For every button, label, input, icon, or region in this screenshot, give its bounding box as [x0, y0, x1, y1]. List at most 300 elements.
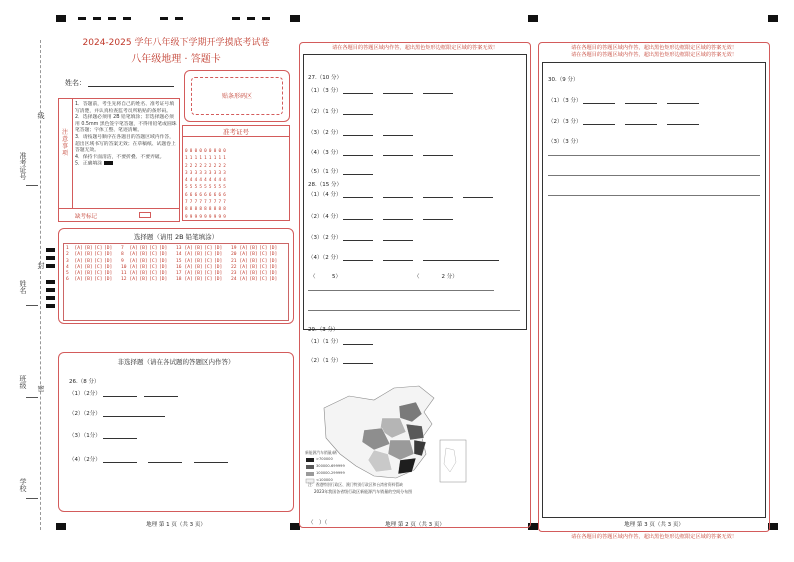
q27-part: （3）（2 分）: [308, 130, 342, 136]
answer-blank[interactable]: [463, 192, 493, 198]
barcode-label: 贴条形码区: [221, 93, 252, 100]
digit-bubble[interactable]: 2: [185, 163, 188, 169]
digit-bubble[interactable]: 3: [218, 170, 222, 176]
timing-mark: [46, 288, 55, 292]
digit-bubble[interactable]: 6: [199, 192, 202, 198]
digit-bubble[interactable]: 0: [199, 149, 202, 154]
digit-bubble[interactable]: 4: [218, 178, 222, 184]
answer-blank[interactable]: [625, 119, 657, 125]
nonchoice-title: 非选择题（请在各试题的答题区内作答）: [117, 358, 235, 366]
digit-bubble[interactable]: 3: [189, 170, 193, 176]
q26-part: （1）（2分）: [69, 391, 101, 397]
option-bubble[interactable]: [B]: [249, 246, 258, 251]
option-bubble[interactable]: [B]: [139, 277, 148, 283]
answer-blank[interactable]: [148, 457, 182, 463]
digit-bubble[interactable]: 7: [194, 200, 198, 206]
digit-bubble[interactable]: 2: [189, 163, 193, 169]
option-bubble[interactable]: [D]: [268, 277, 278, 283]
digit-bubble[interactable]: 7: [213, 200, 217, 206]
digit-bubble[interactable]: 3: [199, 170, 202, 176]
digit-bubble[interactable]: 5: [189, 185, 193, 191]
option-bubble[interactable]: [C]: [94, 246, 103, 251]
q29-head: 29.（3 分）: [308, 327, 339, 333]
option-bubble[interactable]: [D]: [268, 258, 278, 264]
option-bubble[interactable]: [B]: [249, 252, 258, 258]
option-bubble[interactable]: [B]: [139, 271, 148, 277]
choice-grid: [63, 243, 289, 321]
digit-bubble[interactable]: 6: [208, 192, 212, 198]
option-bubble[interactable]: [B]: [84, 277, 93, 283]
digit-bubble[interactable]: 0: [218, 149, 222, 154]
name-input[interactable]: [88, 86, 174, 87]
option-bubble[interactable]: [C]: [204, 277, 213, 283]
option-bubble[interactable]: [A]: [184, 246, 193, 251]
option-bubble[interactable]: [B]: [84, 252, 93, 258]
answer-line[interactable]: [548, 155, 760, 156]
answer-blank[interactable]: [343, 235, 373, 241]
option-bubble[interactable]: [A]: [184, 277, 193, 283]
option-bubble[interactable]: [A]: [184, 258, 193, 264]
marker-dash: [247, 17, 255, 20]
digit-bubble[interactable]: 2: [208, 163, 212, 169]
digit-bubble[interactable]: 9: [194, 214, 198, 220]
digit-bubble[interactable]: 1: [218, 156, 222, 162]
digit-row: [185, 163, 289, 170]
option-bubble[interactable]: [A]: [74, 277, 83, 283]
option-bubble[interactable]: [C]: [204, 258, 213, 264]
answer-blank[interactable]: [383, 192, 413, 198]
option-bubble[interactable]: [C]: [204, 264, 213, 270]
option-bubble[interactable]: [C]: [94, 277, 103, 283]
option-bubble[interactable]: [D]: [213, 246, 223, 251]
option-bubble[interactable]: [D]: [103, 252, 113, 258]
digit-bubble[interactable]: 8: [194, 207, 198, 213]
q29-part3: （ ）（: [308, 520, 328, 526]
digit-bubble[interactable]: 9: [189, 214, 193, 220]
seal-mi-label: 密: [37, 385, 45, 392]
marker-dash: [160, 17, 168, 20]
map-caption: 2023年我国各省级行政区新能源汽车销量的空间分布图: [314, 489, 413, 494]
digit-bubble[interactable]: 4: [208, 178, 212, 184]
footer-p3: 地理 第 3 页（共 3 页）: [624, 522, 684, 528]
digit-bubble[interactable]: 0: [189, 149, 193, 154]
answer-blank[interactable]: [423, 214, 453, 220]
seal-feng-label: 封: [37, 262, 45, 269]
answer-blank[interactable]: [343, 192, 373, 198]
option-bubble[interactable]: [A]: [129, 258, 138, 264]
digit-bubble[interactable]: 1: [204, 156, 207, 162]
digit-bubble[interactable]: 6: [185, 192, 188, 198]
digit-bubble[interactable]: 9: [199, 214, 202, 220]
answer-blank[interactable]: [423, 192, 453, 198]
option-bubble[interactable]: [B]: [194, 252, 203, 258]
option-bubble[interactable]: [D]: [158, 252, 168, 258]
answer-blank[interactable]: [103, 433, 137, 439]
notice-item: 2．选择题必须用 2B 铅笔填涂；非选择题必须用 0.5mm 黑色签字笔答题，不得用铅笔或圆珠笔答题；字体工整、笔迹清晰。: [75, 115, 177, 134]
option-bubble[interactable]: [C]: [94, 264, 103, 270]
option-bubble[interactable]: [C]: [94, 252, 103, 258]
digit-bubble[interactable]: 3: [208, 170, 212, 176]
option-bubble[interactable]: [B]: [194, 277, 203, 283]
option-bubble[interactable]: [B]: [139, 246, 148, 251]
question-number: 16: [176, 264, 182, 270]
digit-bubble[interactable]: 8: [218, 207, 222, 213]
digit-bubble[interactable]: 3: [213, 170, 217, 176]
option-bubble[interactable]: [D]: [213, 271, 223, 277]
digit-bubble[interactable]: 1: [208, 156, 212, 162]
question-number: 2: [66, 252, 69, 258]
digit-bubble[interactable]: 9: [218, 214, 222, 220]
answer-line[interactable]: [308, 310, 520, 311]
answer-line[interactable]: [548, 195, 760, 196]
option-bubble[interactable]: [C]: [149, 264, 158, 270]
option-bubble[interactable]: [A]: [129, 271, 138, 277]
name-label: 姓名：: [65, 79, 86, 87]
question-number: 3: [66, 258, 69, 264]
answer-blank[interactable]: [103, 391, 137, 397]
answer-blank[interactable]: [343, 169, 373, 175]
q29-part: （1）（1 分）: [308, 339, 342, 345]
digit-bubble[interactable]: 8: [185, 207, 188, 213]
option-bubble[interactable]: [A]: [74, 258, 83, 264]
margin-underline: [26, 498, 38, 499]
answer-line[interactable]: [548, 175, 760, 176]
question-number: 21: [231, 258, 237, 264]
digit-bubble[interactable]: 8: [199, 207, 202, 213]
option-bubble[interactable]: [D]: [158, 271, 168, 277]
answer-blank[interactable]: [103, 457, 137, 463]
option-bubble[interactable]: [D]: [268, 264, 278, 270]
question-number: 14: [176, 252, 182, 258]
option-bubble[interactable]: [C]: [149, 252, 158, 258]
digit-bubble[interactable]: 8: [204, 207, 207, 213]
answer-blank[interactable]: [343, 339, 373, 345]
answer-blank[interactable]: [667, 98, 699, 104]
option-bubble[interactable]: [A]: [74, 252, 83, 258]
footer-p1: 地理 第 1 页（共 3 页）: [146, 522, 206, 528]
marker-dash: [78, 17, 86, 20]
q28-part: （3）（2 分）: [308, 235, 342, 241]
option-bubble[interactable]: [D]: [158, 264, 168, 270]
answer-blank[interactable]: [383, 88, 413, 94]
option-bubble[interactable]: [C]: [149, 271, 158, 277]
option-bubble[interactable]: [C]: [94, 271, 103, 277]
option-bubble[interactable]: [A]: [239, 264, 248, 270]
choice-row: [66, 277, 288, 283]
option-bubble[interactable]: [A]: [129, 264, 138, 270]
option-bubble[interactable]: [C]: [94, 258, 103, 264]
marker-dash: [93, 17, 101, 20]
option-bubble[interactable]: [A]: [184, 271, 193, 277]
option-bubble[interactable]: [C]: [259, 252, 268, 258]
digit-bubble[interactable]: 9: [213, 214, 217, 220]
digit-bubble[interactable]: 4: [185, 178, 188, 184]
answer-blank[interactable]: [383, 214, 413, 220]
option-bubble[interactable]: [A]: [74, 246, 83, 251]
option-bubble[interactable]: [A]: [74, 271, 83, 277]
answer-blank[interactable]: [343, 358, 373, 364]
question-number: 17: [176, 271, 182, 277]
digit-bubble[interactable]: 5: [199, 185, 202, 191]
digit-bubble[interactable]: 1: [213, 156, 217, 162]
digit-bubble[interactable]: 9: [223, 214, 226, 220]
digit-bubble[interactable]: 7: [199, 200, 202, 206]
answer-blank[interactable]: [343, 255, 373, 261]
digit-bubble[interactable]: 6: [194, 192, 198, 198]
option-bubble[interactable]: [D]: [213, 277, 223, 283]
digit-bubble[interactable]: 3: [185, 170, 188, 176]
q30-part: （2）（3 分）: [548, 119, 582, 125]
option-bubble[interactable]: [B]: [249, 277, 258, 283]
answer-blank[interactable]: [343, 214, 373, 220]
digit-bubble[interactable]: 7: [223, 200, 226, 206]
digit-bubble[interactable]: 2: [194, 163, 198, 169]
digit-bubble[interactable]: 0: [194, 149, 198, 154]
notice-top-p3: 请在各题目的答题区域内作答，超出黑色矩形边框限定区域的答案无效！: [570, 45, 737, 51]
answer-blank[interactable]: [383, 150, 413, 156]
digit-bubble[interactable]: 5: [204, 185, 207, 191]
option-bubble[interactable]: [C]: [204, 246, 213, 251]
option-bubble[interactable]: [C]: [149, 258, 158, 264]
q26-head: 26.（8 分）: [69, 379, 100, 385]
digit-row: [185, 177, 289, 184]
option-bubble[interactable]: [A]: [184, 252, 193, 258]
digit-bubble[interactable]: 1: [189, 156, 193, 162]
digit-bubble[interactable]: 9: [204, 214, 207, 220]
option-bubble[interactable]: [C]: [259, 264, 268, 270]
answer-blank[interactable]: [144, 391, 178, 397]
option-bubble[interactable]: [C]: [259, 258, 268, 264]
legend-title: 新能源汽车销量/辆: [305, 450, 337, 455]
answer-blank[interactable]: [423, 150, 453, 156]
digit-bubble[interactable]: 7: [208, 200, 212, 206]
option-bubble[interactable]: [A]: [239, 258, 248, 264]
option-bubble[interactable]: [D]: [103, 258, 113, 264]
digit-bubble[interactable]: 7: [204, 200, 207, 206]
digit-bubble[interactable]: 0: [185, 149, 188, 154]
digit-bubble[interactable]: 5: [218, 185, 222, 191]
digit-bubble[interactable]: 9: [185, 214, 188, 220]
map-region: [398, 458, 416, 474]
notice-top-p3b: 请在各题目的答题区域内作答，超出黑色矩形边框限定区域的答案无效！: [570, 52, 737, 58]
option-bubble[interactable]: [B]: [84, 271, 93, 277]
digit-bubble[interactable]: 4: [189, 178, 193, 184]
option-bubble[interactable]: [D]: [103, 264, 113, 270]
margin-name: 姓名: [19, 280, 27, 294]
marker-block: [768, 15, 778, 22]
answer-blank[interactable]: [343, 88, 373, 94]
answer-blank[interactable]: [583, 98, 615, 104]
digit-bubble[interactable]: 2: [204, 163, 207, 169]
option-bubble[interactable]: [A]: [129, 277, 138, 283]
digit-bubble[interactable]: 8: [189, 207, 193, 213]
digit-bubble[interactable]: 8: [223, 207, 226, 213]
answer-blank[interactable]: [383, 255, 413, 261]
timing-mark: [46, 296, 55, 300]
option-bubble[interactable]: [D]: [103, 246, 113, 251]
option-bubble[interactable]: [C]: [149, 246, 158, 251]
digit-bubble[interactable]: 6: [213, 192, 217, 198]
option-bubble[interactable]: [D]: [103, 271, 113, 277]
question-number: 8: [121, 252, 124, 258]
margin-underline: [26, 397, 38, 398]
option-bubble[interactable]: [B]: [249, 264, 258, 270]
option-bubble[interactable]: [B]: [194, 264, 203, 270]
digit-bubble[interactable]: 2: [223, 163, 226, 169]
digit-bubble[interactable]: 7: [218, 200, 222, 206]
legend-swatch: [306, 458, 314, 462]
option-bubble[interactable]: [A]: [239, 271, 248, 277]
marker-dash: [108, 17, 116, 20]
option-bubble[interactable]: [B]: [84, 264, 93, 270]
option-bubble[interactable]: [C]: [149, 277, 158, 283]
digit-bubble[interactable]: 0: [204, 149, 207, 154]
digit-bubble[interactable]: 8: [208, 207, 212, 213]
marker-dash: [123, 17, 131, 20]
digit-bubble[interactable]: 0: [213, 149, 217, 154]
timing-mark: [46, 248, 55, 252]
digit-bubble[interactable]: 7: [185, 200, 188, 206]
q27-part: （4）（3 分）: [308, 150, 342, 156]
digit-bubble[interactable]: 0: [208, 149, 212, 154]
digit-bubble[interactable]: 2: [213, 163, 217, 169]
answer-blank[interactable]: [423, 88, 453, 94]
question-number: 4: [66, 264, 69, 270]
footer-p2: 地理 第 2 页（共 3 页）: [385, 522, 445, 528]
q26-section: [58, 352, 294, 512]
notice-box: [58, 98, 180, 209]
option-bubble[interactable]: [B]: [194, 246, 203, 251]
option-bubble[interactable]: [A]: [129, 252, 138, 258]
answer-blank[interactable]: [103, 411, 165, 417]
q28-part5b: （ 2 分）: [414, 274, 458, 280]
answer-blank[interactable]: [343, 130, 373, 136]
question-number: 23: [231, 271, 237, 277]
option-bubble[interactable]: [B]: [139, 258, 148, 264]
option-bubble[interactable]: [C]: [204, 271, 213, 277]
q30-head: 30.（9 分）: [548, 77, 579, 83]
digit-bubble[interactable]: 4: [194, 178, 198, 184]
option-bubble[interactable]: [A]: [239, 246, 248, 251]
option-bubble[interactable]: [B]: [139, 264, 148, 270]
option-bubble[interactable]: [D]: [213, 264, 223, 270]
digit-bubble[interactable]: 6: [204, 192, 207, 198]
option-bubble[interactable]: [C]: [259, 271, 268, 277]
digit-bubble[interactable]: 4: [213, 178, 217, 184]
margin-exam-no: 准考证号: [19, 152, 27, 180]
digit-bubble[interactable]: 5: [194, 185, 198, 191]
option-bubble[interactable]: [B]: [249, 258, 258, 264]
digit-row: [185, 184, 289, 191]
question-number: 19: [231, 246, 237, 251]
digit-bubble[interactable]: 4: [204, 178, 207, 184]
digit-bubble[interactable]: 6: [223, 192, 226, 198]
option-bubble[interactable]: [B]: [194, 271, 203, 277]
digit-bubble[interactable]: 6: [218, 192, 222, 198]
option-bubble[interactable]: [C]: [259, 277, 268, 283]
option-bubble[interactable]: [D]: [158, 277, 168, 283]
option-bubble[interactable]: [A]: [129, 246, 138, 251]
digit-bubble[interactable]: 9: [208, 214, 212, 220]
digit-bubble[interactable]: 2: [199, 163, 202, 169]
option-bubble[interactable]: [C]: [259, 246, 268, 251]
option-bubble[interactable]: [D]: [268, 246, 278, 251]
option-bubble[interactable]: [D]: [268, 252, 278, 258]
question-number: 18: [176, 277, 182, 283]
option-bubble[interactable]: [B]: [84, 258, 93, 264]
digit-bubble[interactable]: 6: [189, 192, 193, 198]
option-bubble[interactable]: [B]: [139, 252, 148, 258]
digit-bubble[interactable]: 3: [194, 170, 198, 176]
q27-part: （5）（1 分）: [308, 169, 342, 175]
option-bubble[interactable]: [D]: [158, 258, 168, 264]
option-bubble[interactable]: [D]: [213, 258, 223, 264]
question-number: 6: [66, 277, 69, 283]
answer-blank[interactable]: [343, 109, 373, 115]
option-bubble[interactable]: [A]: [239, 252, 248, 258]
exam-no-grid: [182, 125, 290, 221]
option-bubble[interactable]: [D]: [268, 271, 278, 277]
option-bubble[interactable]: [D]: [213, 252, 223, 258]
digit-bubble[interactable]: 4: [199, 178, 202, 184]
marker-block: [56, 15, 66, 22]
digit-row: [185, 192, 289, 199]
digit-bubble[interactable]: 7: [189, 200, 193, 206]
answer-line[interactable]: [308, 290, 494, 291]
answer-blank[interactable]: [383, 235, 413, 241]
option-bubble[interactable]: [C]: [204, 252, 213, 258]
option-bubble[interactable]: [B]: [249, 271, 258, 277]
digit-bubble[interactable]: 3: [204, 170, 207, 176]
digit-bubble[interactable]: 1: [199, 156, 202, 162]
digit-bubble[interactable]: 3: [223, 170, 226, 176]
digit-bubble[interactable]: 5: [213, 185, 217, 191]
digit-bubble[interactable]: 5: [223, 185, 226, 191]
answer-blank[interactable]: [625, 98, 657, 104]
option-bubble[interactable]: [D]: [158, 246, 168, 251]
digit-bubble[interactable]: 4: [223, 178, 226, 184]
question-number: 20: [231, 252, 237, 258]
q30-part: （1）（3 分）: [548, 98, 582, 104]
question-number: 10: [121, 264, 127, 270]
answer-blank[interactable]: [667, 119, 699, 125]
digit-bubble[interactable]: 5: [208, 185, 212, 191]
option-bubble[interactable]: [A]: [239, 277, 248, 283]
digit-bubble[interactable]: 2: [218, 163, 222, 169]
option-bubble[interactable]: [D]: [103, 277, 113, 283]
option-bubble[interactable]: [A]: [184, 264, 193, 270]
option-bubble[interactable]: [B]: [194, 258, 203, 264]
digit-bubble[interactable]: 1: [185, 156, 188, 162]
digit-bubble[interactable]: 8: [213, 207, 217, 213]
option-bubble[interactable]: [A]: [74, 264, 83, 270]
absent-checkbox[interactable]: [139, 212, 151, 218]
notice-item: 3．请按题号顺序在各题目的答题区域内作答，超出区域书写的答案无效；在草稿纸、试题卷上答题无效。: [75, 134, 176, 154]
digit-bubble[interactable]: 5: [185, 185, 188, 191]
answer-blank[interactable]: [194, 457, 228, 463]
q28-part: （4）（2 分）: [308, 255, 342, 261]
option-bubble[interactable]: [B]: [84, 246, 93, 251]
digit-row: [185, 206, 289, 213]
digit-bubble[interactable]: 1: [223, 156, 226, 162]
answer-blank[interactable]: [583, 119, 615, 125]
digit-bubble[interactable]: 0: [223, 149, 226, 154]
barcode-box: [184, 70, 290, 122]
answer-blank[interactable]: [343, 150, 373, 156]
answer-blank[interactable]: [383, 130, 413, 136]
digit-bubble[interactable]: 1: [194, 156, 198, 162]
answer-blank[interactable]: [423, 255, 499, 261]
